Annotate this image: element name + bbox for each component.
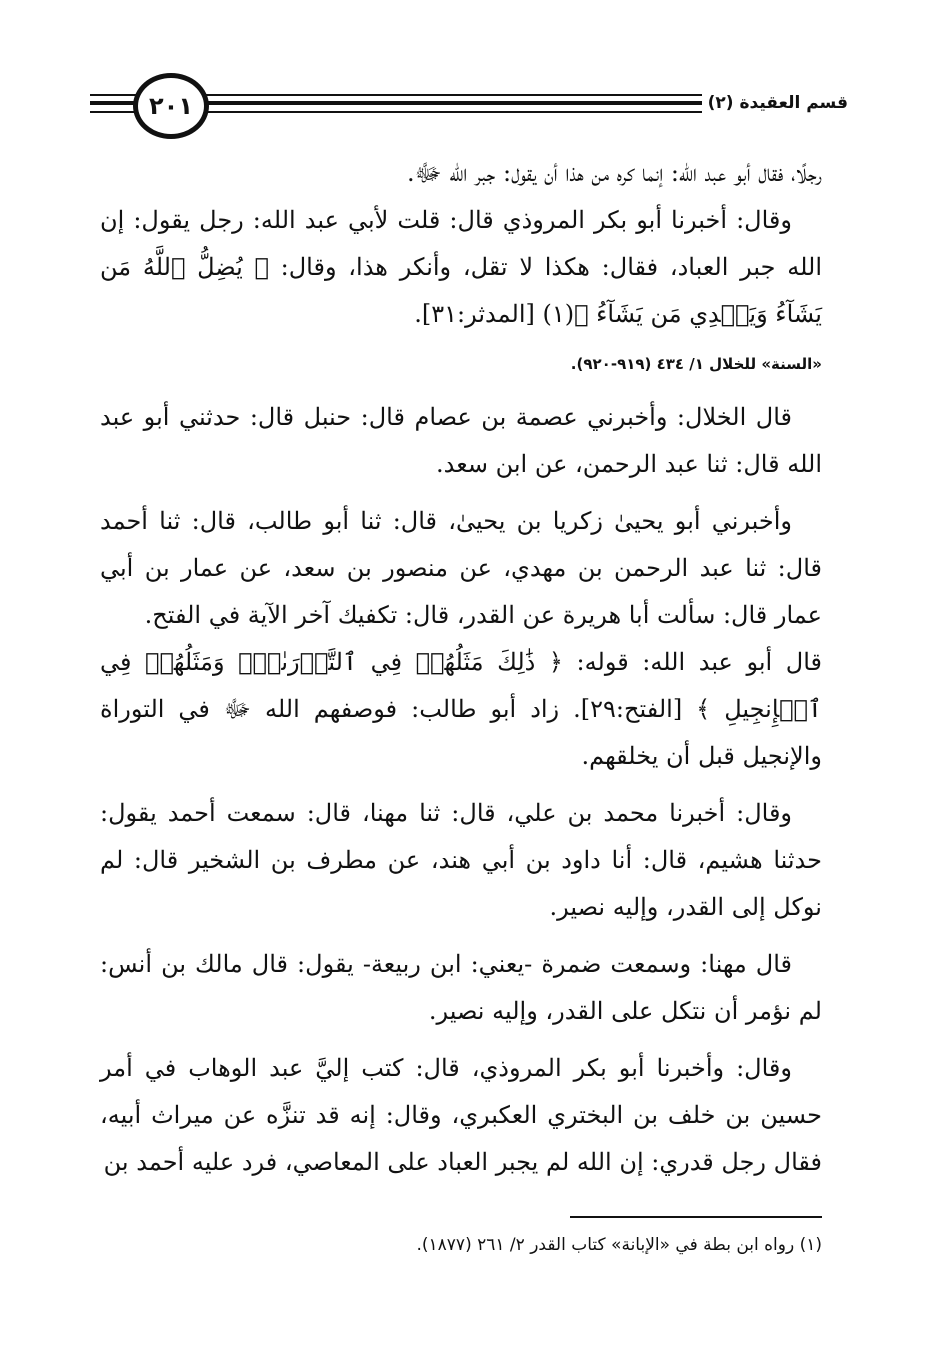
source-note: «السنة» للخلال ١/ ٤٣٤ (٩١٩-٩٢٠). — [570, 355, 822, 373]
paragraph-4: وأخبرني أبو يحيىٰ زكريا بن يحيىٰ، قال: ثنا أبو طالب، قال: ثنا أحمد قال: ثنا عبد الرحمن بن مهدي، عن منصور بن سعد، عن عمار بن أبي عمار قال: سألت أبا هريرة عن القدر، قال: تكفيك آخر الآية في الفتح. — [100, 507, 822, 629]
footnote-1: (١) رواه ابن بطة في «الإبانة» كتاب القدر ٢/ ٢٦١ (١٨٧٧). — [416, 1235, 822, 1255]
section-title: قسم العقيدة (٢) — [702, 92, 854, 114]
paragraph-8: وقال: وأخبرنا أبو بكر المروذي، قال: كتب إليَّ عبد الوهاب في أمر حسين بن خلف بن البختري العكبري، وقال: إنه قد تنزَّه عن ميراث أبيه، فقال رجل قدري: إن الله لم يجبر العباد على المعاصي، فرد عليه أحمد بن — [100, 1054, 822, 1176]
page-header — [0, 0, 942, 140]
paragraph-6: وقال: أخبرنا محمد بن علي، قال: ثنا مهنا، قال: سمعت أحمد يقول: حدثنا هشيم، قال: أنا داود بن أبي هند، عن مطرف بن الشخير قال: لم نوكل إلى القدر، وإليه نصير. — [100, 799, 822, 921]
paragraph-1: رجلًا، فقال أبو عبد الله: إنما كره من هذا أن يقول: جبر الله ﷻ. — [406, 159, 822, 187]
paragraph-2: وقال: أخبرنا أبو بكر المروذي قال: قلت لأبي عبد الله: رجل يقول: إن الله جبر العباد، فقال: هكذا لا تقل، وأنكر هذا، وقال: ﴿ يُضِلُّ ٱللَّهُ مَن يَشَآءُ وَيَهۡدِي مَن يَشَآءُ ﴾(١) [المدثر:٣١]. — [100, 206, 822, 328]
page-body — [100, 150, 822, 1186]
paragraph-5: قال أبو عبد الله: قوله: ﴿ ذَٰلِكَ مَثَلُهُمۡ فِي ٱلتَّوۡرَىٰةِۚ وَمَثَلُهُمۡ فِي ٱلۡإِنجِيلِ ﴾ [الفتح:٢٩]. زاد أبو طالب: فوصفهم الله ﷻ في التوراة والإنجيل قبل أن يخلقهم. — [100, 648, 822, 770]
paragraph-3: قال الخلال: وأخبرني عصمة بن عصام قال: حنبل قال: حدثني أبو عبد الله قال: ثنا عبد الرحمن، عن ابن سعد. — [100, 403, 822, 478]
footnote-divider — [570, 1216, 822, 1218]
page-number: ٢٠١ — [133, 73, 209, 139]
paragraph-7: قال مهنا: وسمعت ضمرة -يعني: ابن ربيعة- يقول: قال مالك بن أنس: لم نؤمر أن نتكل على القدر، وإليه نصير. — [100, 950, 822, 1025]
